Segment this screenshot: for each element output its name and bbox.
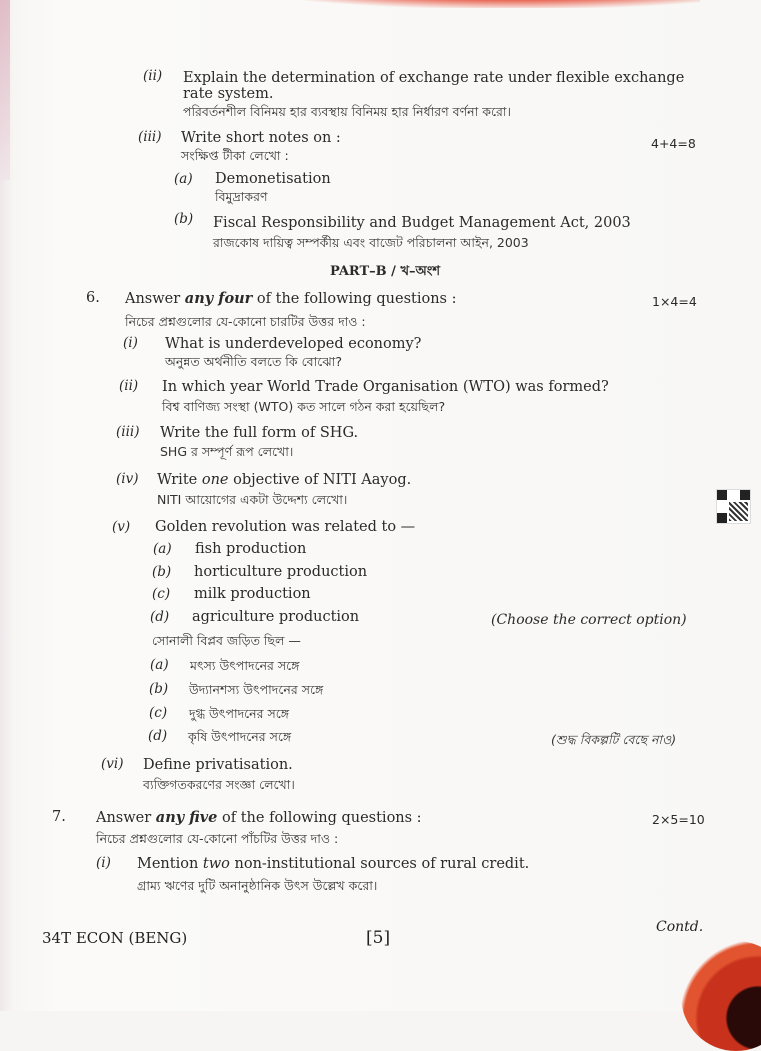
q7-marks: 2×5=10	[652, 812, 705, 827]
q6-v-opt-a: fish production	[195, 541, 307, 557]
q6-v-bn-opt-d: কৃষি উৎপাদনের সঙ্গে	[188, 729, 292, 744]
q6-intro-emph: any four	[184, 290, 253, 307]
q6-v-en: Golden revolution was related to —	[155, 519, 416, 535]
q6-v-bn-opt-a: মৎস্য উৎপাদনের সঙ্গে	[190, 658, 300, 673]
q7-i-label: (i)	[96, 855, 111, 871]
q5-iii-b-en: Fiscal Responsibility and Budget Management Act, 2003	[213, 215, 631, 231]
q6-iv-en-emph: one	[201, 472, 229, 488]
q6-v-bn-opt-a-label: (a)	[150, 657, 169, 673]
q6-v-bn-opt-c: দুগ্ধ উৎপাদনের সঙ্গে	[189, 706, 290, 721]
q6-iii-bn: SHG র সম্পূর্ণ রূপ লেখো।	[160, 444, 294, 459]
q6-i-en: What is underdeveloped economy?	[165, 336, 422, 352]
q6-v-bn: সোনালী বিপ্লব জড়িত ছিল —	[152, 633, 301, 648]
part-b-heading: PART–B / খ–অংশ	[330, 264, 441, 279]
q6-v-bn-opt-b-label: (b)	[149, 681, 169, 697]
red-object-top	[230, 0, 700, 8]
q6-iii-en: Write the full form of SHG.	[160, 425, 359, 441]
q6-intro-pre: Answer	[125, 291, 185, 307]
q6-ii-bn: বিশ্ব বাণিজ্য সংস্থা (WTO) কত সালে গঠন করা হয়েছিল?	[162, 399, 446, 414]
q6-iv-en-pre: Write	[157, 472, 202, 488]
red-object-corner	[681, 941, 761, 1051]
q7-i-en-emph: two	[202, 856, 230, 872]
q6-v-opt-c: milk production	[194, 586, 311, 602]
q6-bn: নিচের প্রশ্নগুলোর যে-কোনো চারটির উত্তর দাও :	[125, 314, 366, 329]
q6-marks: 1×4=4	[652, 294, 697, 309]
q6-v-opt-c-label: (c)	[152, 586, 171, 602]
q6-v-opt-d: agriculture production	[192, 609, 360, 625]
page-edge-shadow	[0, 0, 10, 180]
q5-iii-marks: 4+4=8	[651, 136, 696, 151]
q6-v-bn-opt-d-label: (d)	[148, 728, 168, 744]
q5-ii-label: (ii)	[143, 68, 163, 84]
q6-i-bn: অনুন্নত অর্থনীতি বলতে কি বোঝো?	[165, 354, 342, 369]
contd-label: Contd.	[656, 919, 704, 935]
q7-intro	[96, 809, 422, 827]
q6-v-opt-b: horticulture production	[194, 564, 368, 580]
q6-vi-label: (vi)	[101, 756, 124, 772]
q6-intro-post: of the following questions :	[252, 291, 457, 307]
q6-v-label: (v)	[112, 519, 131, 535]
q6-v-bn-opt-b: উদ্যানশস্য উৎপাদনের সঙ্গে	[189, 682, 324, 697]
q6-iv-en	[157, 471, 411, 489]
q5-iii-en: Write short notes on :	[181, 130, 341, 146]
q6-v-instruction-bn: (শুদ্ধ বিকল্পটি বেছে নাও)	[551, 732, 677, 747]
q6-v-instruction-en: (Choose the correct option)	[491, 612, 687, 628]
q6-iv-label: (iv)	[116, 471, 139, 487]
q7-bn: নিচের প্রশ্নগুলোর যে-কোনো পাঁচটির উত্তর দাও :	[96, 831, 339, 846]
q6-vi-en: Define privatisation.	[143, 757, 293, 773]
q6-v-opt-a-label: (a)	[153, 541, 172, 557]
q5-iii-b-label: (b)	[174, 211, 194, 227]
q5-iii-a-label: (a)	[174, 171, 193, 187]
page-number: [5]	[366, 928, 391, 948]
q7-i-en-post: non-institutional sources of rural credit.	[229, 856, 530, 872]
q5-iii-a-en: Demonetisation	[215, 171, 331, 187]
q6-v-bn-opt-c-label: (c)	[149, 705, 168, 721]
q6-v-opt-b-label: (b)	[152, 564, 172, 580]
q6-iv-en-post: objective of NITI Aayog.	[228, 472, 412, 488]
qr-code-icon	[716, 489, 751, 524]
q5-iii-label: (iii)	[138, 129, 162, 145]
q6-i-label: (i)	[123, 335, 138, 351]
q5-ii-en-line2: rate system.	[183, 86, 274, 102]
q6-number: 6.	[86, 290, 100, 306]
q6-iv-bn: NITI আয়োগের একটা উদ্দেশ্য লেখো।	[157, 492, 348, 507]
q5-ii-en-line1: Explain the determination of exchange rate under flexible exchange	[183, 70, 685, 86]
paper-code: 34T ECON (BENG)	[42, 929, 188, 947]
q6-iii-label: (iii)	[116, 424, 140, 440]
q7-i-en	[137, 855, 529, 873]
q5-iii-b-bn: রাজকোষ দায়িত্ব সম্পর্কীয় এবং বাজেট পরিচালনা আইন, 2003	[213, 235, 529, 250]
q7-i-bn: গ্রাম্য ঋণের দুটি অনানুষ্ঠানিক উৎস উল্লেখ করো।	[137, 878, 378, 893]
q7-number: 7.	[52, 809, 66, 825]
q6-vi-bn: ব্যক্তিগতকরণের সংজ্ঞা লেখো।	[143, 777, 295, 792]
q5-ii-bn: পরিবর্তনশীল বিনিময় হার ব্যবস্থায় বিনিময় হার নির্ধারণ বর্ণনা করো।	[183, 104, 511, 119]
q7-intro-pre: Answer	[96, 810, 156, 826]
q5-iii-bn: সংক্ষিপ্ত টীকা লেখো :	[181, 148, 289, 163]
q6-ii-label: (ii)	[119, 378, 139, 394]
q7-i-en-pre: Mention	[137, 856, 203, 872]
q6-ii-en: In which year World Trade Organisation (WTO) was formed?	[162, 379, 609, 395]
q7-intro-post: of the following questions :	[217, 810, 422, 826]
q6-v-opt-d-label: (d)	[150, 609, 170, 625]
q5-iii-a-bn: বিমুদ্রাকরণ	[215, 189, 268, 204]
q7-intro-emph: any five	[155, 809, 218, 826]
q6-intro	[125, 290, 456, 308]
